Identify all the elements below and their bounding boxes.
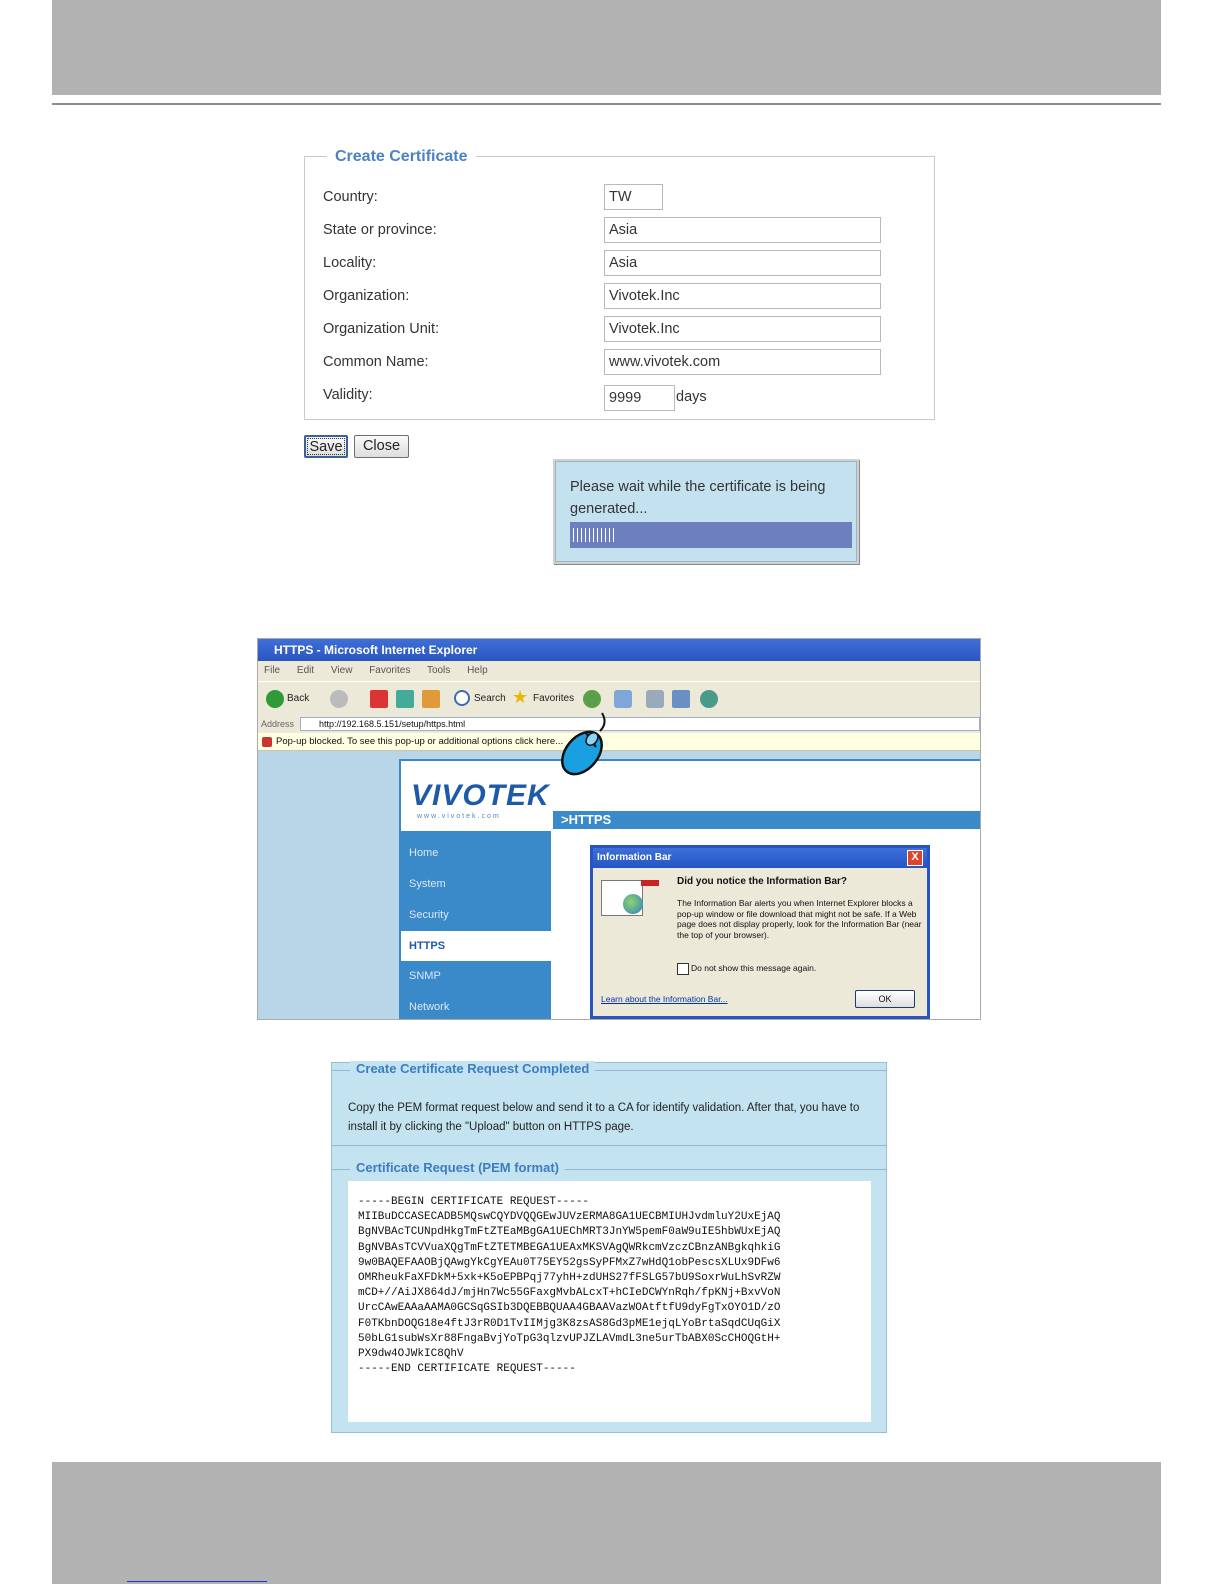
- favorites-icon[interactable]: ★: [512, 687, 529, 707]
- validity-input[interactable]: 9999: [604, 385, 675, 411]
- locality-input[interactable]: Asia: [604, 250, 881, 276]
- pem-line: OMRheukFaXFDkM+5xk+K5oEPBPqj77yhH+zdUHS27fFSLG57bU9SoxrWuLhSvRZW: [358, 1272, 781, 1285]
- print-icon[interactable]: [646, 690, 664, 708]
- sidebar-item-snmp[interactable]: SNMP: [409, 970, 441, 982]
- pem-line: 9w0BAQEFAAOBjQAwgYkCgYEAu0T75EY52gsSyPFMxZ7wHdQ1obPescsXLUx9DFw6: [358, 1256, 781, 1269]
- back-icon[interactable]: [266, 690, 284, 708]
- request-completed-panel: [331, 1062, 887, 1433]
- information-bar[interactable]: [258, 733, 981, 751]
- wait-message: Please wait while the certificate is being generated...: [570, 479, 826, 517]
- sidebar-item-security[interactable]: Security: [409, 909, 449, 921]
- validity-label: Validity:: [323, 387, 373, 403]
- vivotek-logo: VIVOTEK: [411, 779, 550, 812]
- arrow-icon: [641, 880, 659, 886]
- sidebar-item-system[interactable]: System: [409, 878, 446, 890]
- address-label: Address: [261, 719, 295, 729]
- sidebar: [401, 831, 551, 1020]
- footer-band: [52, 1462, 1161, 1584]
- header-divider: [52, 103, 1161, 105]
- close-button[interactable]: Close: [354, 435, 409, 458]
- stop-icon[interactable]: [370, 690, 388, 708]
- home-icon[interactable]: [422, 690, 440, 708]
- pem-content: [358, 1195, 871, 1377]
- save-button[interactable]: Save: [304, 435, 348, 458]
- globe-icon: [623, 894, 643, 914]
- organization-input[interactable]: Vivotek.Inc: [604, 283, 881, 309]
- pem-line: PX9dw4OJWkIC8QhV: [358, 1348, 464, 1361]
- organization-label: Organization:: [323, 288, 410, 304]
- progress-fill: [573, 528, 617, 542]
- pem-textarea[interactable]: [348, 1181, 871, 1422]
- sidebar-item-home[interactable]: Home: [409, 847, 439, 859]
- pem-line: -----BEGIN CERTIFICATE REQUEST-----: [358, 1196, 590, 1208]
- progress-bar: [570, 522, 852, 548]
- common-name-label: Common Name:: [323, 354, 429, 370]
- pem-line: mCD+//AiJX864dJ/mjHn7Wc55GFaxgMvbALcxT+hCIeDCWYnRqh/fpKNj+BxvVoN: [358, 1287, 781, 1300]
- dialog-body: The Information Bar alerts you when Internet Explorer blocks a pop-up window or file download that might not be safe. If a Web page does not display properly, look for the Information Bar (near the top of your browser).: [677, 898, 922, 940]
- organization-unit-label: Organization Unit:: [323, 321, 440, 337]
- dialog-title: Information Bar: [593, 848, 927, 868]
- common-name-input[interactable]: www.vivotek.com: [604, 349, 881, 375]
- state-input[interactable]: Asia: [604, 217, 881, 243]
- menu-edit[interactable]: Edit: [296, 665, 315, 676]
- learn-more-link[interactable]: Learn about the Information Bar...: [601, 994, 728, 1004]
- request-description: Copy the PEM format request below and send it to a CA for identify validation. After that, you have to install it by clicking the "Upload" button on HTTPS page.: [348, 1102, 860, 1133]
- pem-line: F0TKbnDOQG18e4ftJ3rR0D1TvIIMjg3K8zsAS8Gd3pME1ejqLYoBrtaSqdCUqGiX: [358, 1317, 781, 1330]
- favorites-button[interactable]: Favorites: [533, 693, 575, 704]
- dont-show-label: Do not show this message again.: [691, 963, 817, 973]
- header-band: [52, 0, 1161, 95]
- state-label: State or province:: [323, 222, 437, 238]
- menu-view[interactable]: View: [330, 665, 353, 676]
- window-title: HTTPS - Microsoft Internet Explorer: [258, 639, 981, 661]
- page-content: [258, 751, 981, 1020]
- mail-icon[interactable]: [614, 690, 632, 708]
- pem-line: 50bLG1subWsXr88FngaBvjYoTpG3qlzvUPJZLAVmdL3ne5urTbABX0ScCHOQGtH+: [358, 1332, 781, 1345]
- blocked-icon: [262, 737, 272, 747]
- vivotek-logo-url: www.vivotek.com: [417, 813, 501, 820]
- menu-favorites[interactable]: Favorites: [369, 665, 411, 676]
- ie-window: [257, 638, 981, 1020]
- pem-legend: Certificate Request (PEM format): [350, 1160, 565, 1175]
- country-label: Country:: [323, 189, 378, 205]
- wait-popup: [553, 459, 859, 564]
- ok-button[interactable]: OK: [855, 990, 915, 1008]
- address-bar: [258, 715, 981, 733]
- pem-line: -----END CERTIFICATE REQUEST-----: [358, 1363, 576, 1376]
- menu-bar: [258, 661, 981, 681]
- create-certificate-legend: Create Certificate: [327, 148, 476, 166]
- footer-link-underline: [127, 1581, 267, 1583]
- menu-file[interactable]: File: [264, 665, 281, 676]
- organization-unit-input[interactable]: Vivotek.Inc: [604, 316, 881, 342]
- toolbar: [258, 681, 981, 715]
- menu-help[interactable]: Help: [467, 665, 488, 676]
- menu-tools[interactable]: Tools: [426, 665, 451, 676]
- page-title: >HTTPS: [553, 811, 981, 829]
- mouse-click-icon: [556, 709, 616, 779]
- pem-line: BgNVBAcTCUNpdHkgTmFtZTEaMBgGA1UEChMRT3JnYW5pemF0aW9uIE5hbWUxEjAQ: [358, 1226, 781, 1239]
- edit-icon[interactable]: [672, 690, 690, 708]
- dialog-heading: Did you notice the Information Bar?: [677, 876, 848, 887]
- request-completed-legend: Create Certificate Request Completed: [350, 1061, 595, 1076]
- search-button[interactable]: Search: [474, 693, 506, 704]
- back-button[interactable]: Back: [287, 693, 310, 704]
- information-bar-dialog: [590, 845, 930, 1019]
- information-bar-text: Pop-up blocked. To see this pop-up or additional options click here...: [276, 736, 564, 747]
- address-input[interactable]: http://192.168.5.151/setup/https.html: [300, 717, 980, 731]
- search-icon[interactable]: [454, 690, 470, 706]
- validity-unit: days: [676, 389, 707, 405]
- sidebar-item-https[interactable]: HTTPS: [401, 931, 551, 961]
- pem-line: BgNVBAsTCVVuaXQgTmFtZTETMBEGA1UEAxMKSVAgQWRkcmVzczCBnzANBgkqhkiG: [358, 1241, 781, 1254]
- refresh-icon[interactable]: [396, 690, 414, 708]
- forward-icon[interactable]: [330, 690, 348, 708]
- pem-line: MIIBuDCCASECADB5MQswCQYDVQQGEwJUVzERMA8GA1UECBMIUHJvdmluY2UxEjAQ: [358, 1211, 781, 1224]
- country-input[interactable]: TW: [604, 184, 663, 210]
- locality-label: Locality:: [323, 255, 377, 271]
- messenger-icon[interactable]: [700, 690, 718, 708]
- history-icon[interactable]: [583, 690, 601, 708]
- dont-show-checkbox[interactable]: [677, 963, 689, 975]
- pem-line: UrcCAwEAAaAAMA0GCSqGSIb3DQEBBQUAA4GBAAVazWOAtftfU9dyFgTxOYO1D/zO: [358, 1302, 781, 1315]
- close-icon[interactable]: X: [907, 850, 923, 866]
- sidebar-item-network[interactable]: Network: [409, 1001, 450, 1013]
